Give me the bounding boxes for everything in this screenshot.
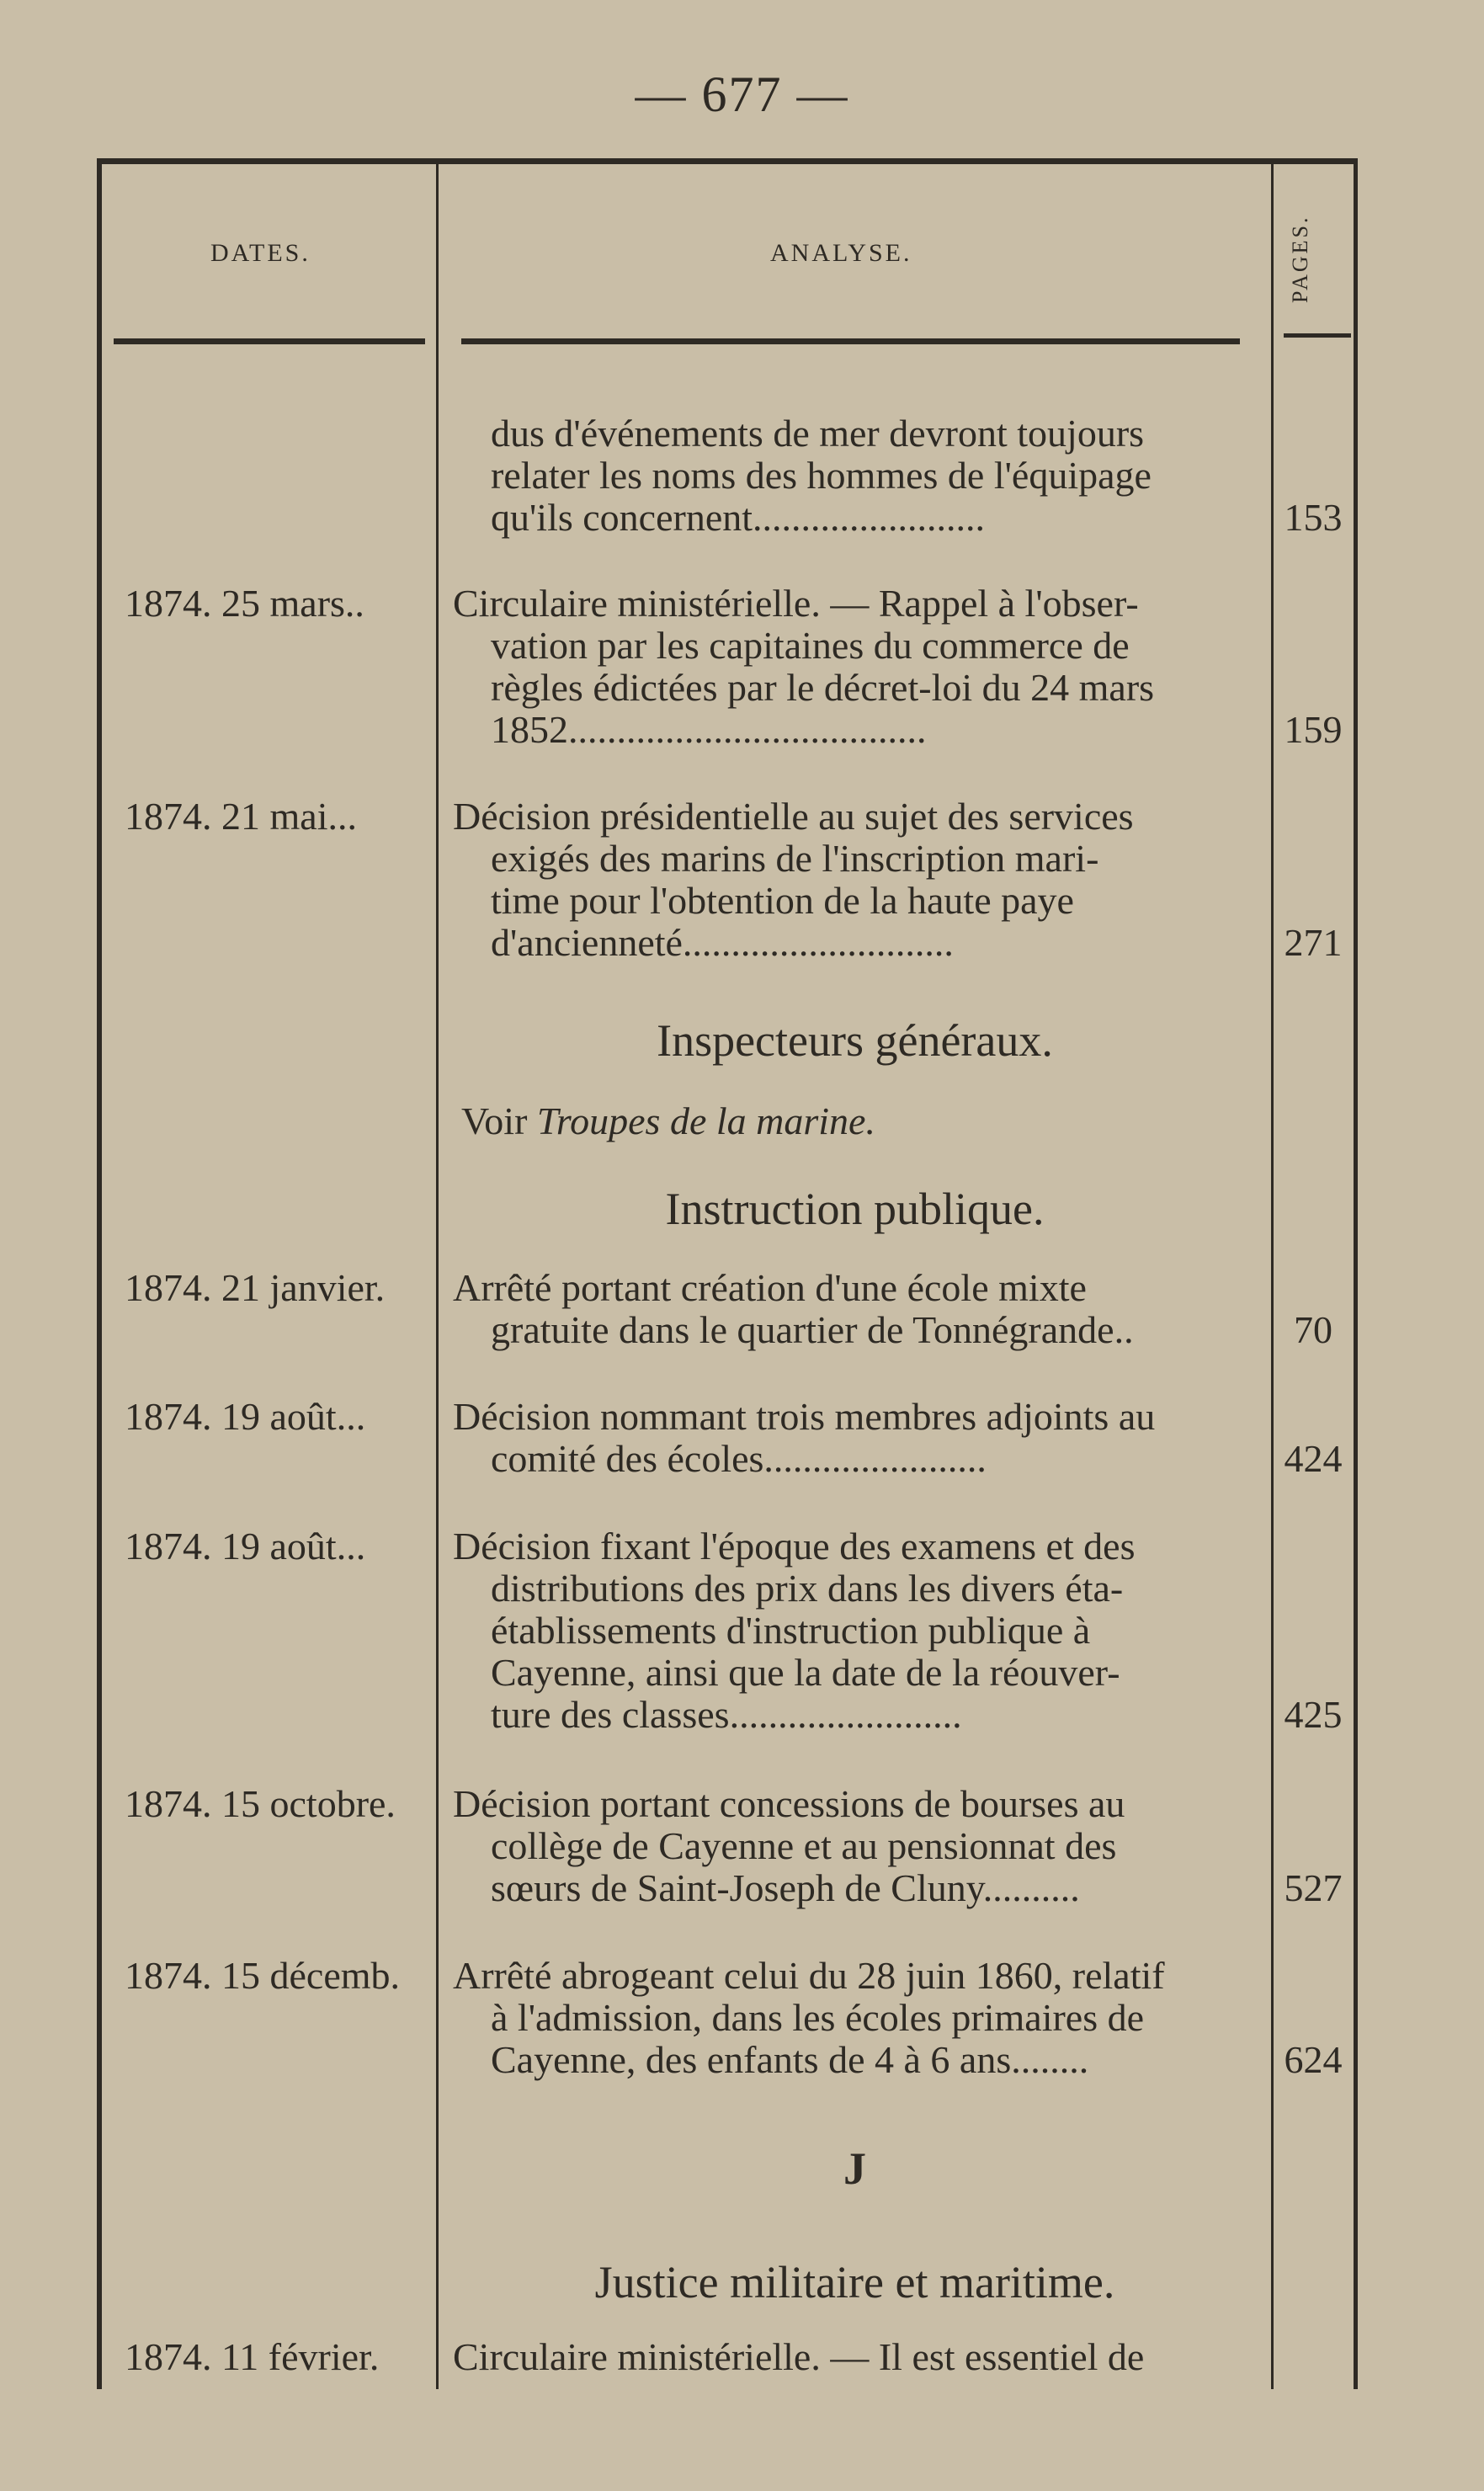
entry-line: Décision nommant trois membres adjoints au (453, 1396, 1156, 1438)
entry-line: ture des classes........................ (491, 1694, 962, 1736)
entry-line: Décision fixant l'époque des examens et des (453, 1525, 1136, 1568)
section-letter: J (843, 2143, 866, 2194)
entry-text (453, 583, 1257, 751)
see-also-prefix: Voir (461, 1099, 528, 1142)
entry-line: Décision présidentielle au sujet des services (453, 796, 1134, 838)
entry-line: vation par les capitaines du commerce de (491, 625, 1130, 667)
entry-line: Arrêté portant création d'une école mixte (453, 1267, 1087, 1309)
entry-line: règles édictées par le décret-loi du 24 mars (491, 667, 1155, 709)
entry-page: 271 (1284, 921, 1343, 964)
section-title-justice: Justice militaire et maritime. (594, 2257, 1115, 2307)
entry-line: qu'ils concernent........................ (491, 497, 986, 539)
entry-line: relater les noms des hommes de l'équipage (491, 455, 1152, 497)
entry-line: Circulaire ministérielle. — Rappel à l'obser- (453, 583, 1139, 625)
entry-date: 1874. 11 février. (125, 2335, 380, 2378)
column-rule-dates (436, 164, 439, 2389)
entry-line: Décision portant concessions de bourses au (453, 1783, 1125, 1825)
entry-line: comité des écoles....................... (491, 1438, 987, 1480)
entry-line: 1852..................................... (491, 709, 927, 751)
entry-line: à l'admission, dans les écoles primaires de (491, 1997, 1145, 2039)
see-also (461, 1099, 875, 1143)
header-rule-analyse (461, 338, 1240, 344)
entry-text (453, 1396, 1257, 1480)
entry-line: d'ancienneté............................ (491, 922, 954, 964)
page-number: — 677 — (635, 67, 849, 122)
entry-line: Cayenne, des enfants de 4 à 6 ans........ (491, 2039, 1089, 2081)
entry-page: 624 (1284, 2038, 1343, 2081)
entry-page: 153 (1284, 496, 1343, 539)
entry-line: sœurs de Saint-Joseph de Cluny.......... (491, 1867, 1080, 1909)
entry-text (453, 1525, 1257, 1736)
entry-line: time pour l'obtention de la haute paye (491, 880, 1074, 922)
entry-line: distributions des prix dans les divers éta- (491, 1568, 1124, 1610)
entry-page: 424 (1284, 1437, 1343, 1480)
header-dates: DATES. (210, 239, 311, 267)
entry-page: 159 (1284, 708, 1343, 751)
entry-page: 70 (1294, 1308, 1332, 1351)
entry-line: Circulaire ministérielle. — Il est essentiel de (453, 2336, 1145, 2378)
header-rule-pages (1284, 333, 1351, 338)
entry-date: 1874. 25 mars.. (125, 582, 364, 625)
header-pages: PAGES. (1288, 215, 1312, 303)
entry-line: exigés des marins de l'inscription mari- (491, 838, 1099, 880)
entry-date: 1874. 15 octobre. (125, 1782, 396, 1825)
entry-line: Cayenne, ainsi que la date de la réouver- (491, 1652, 1120, 1694)
entry-date: 1874. 19 août... (125, 1395, 366, 1438)
entry-date: 1874. 21 janvier. (125, 1266, 386, 1309)
entry-date: 1874. 21 mai... (125, 795, 357, 838)
entry-line: collège de Cayenne et au pensionnat des (491, 1825, 1117, 1867)
entry-text (453, 1267, 1257, 1351)
entry-line: dus d'événements de mer devront toujours (491, 413, 1145, 455)
see-also-reference: Troupes de la marine. (536, 1099, 875, 1142)
entry-text (453, 1783, 1257, 1909)
entry-line: établissements d'instruction publique à (491, 1610, 1091, 1652)
entry-date: 1874. 19 août... (125, 1525, 366, 1568)
header-rule-dates (114, 338, 425, 344)
entry-date: 1874. 15 décemb. (125, 1954, 401, 1997)
entry-page: 425 (1284, 1693, 1343, 1736)
entry-text (453, 1955, 1257, 2081)
section-title-inspecteurs: Inspecteurs généraux. (657, 1015, 1053, 1066)
section-title-instruction: Instruction publique. (665, 1184, 1045, 1234)
entry-line: Arrêté abrogeant celui du 28 juin 1860, relatif (453, 1955, 1165, 1997)
entry-line: gratuite dans le quartier de Tonnégrande.. (491, 1309, 1134, 1351)
entry-text (453, 796, 1257, 964)
column-rule-pages (1271, 164, 1274, 2389)
entry-text (453, 413, 1257, 539)
header-analyse: ANALYSE. (770, 239, 912, 267)
entry-page: 527 (1284, 1866, 1343, 1909)
entry-text (453, 2336, 1257, 2378)
